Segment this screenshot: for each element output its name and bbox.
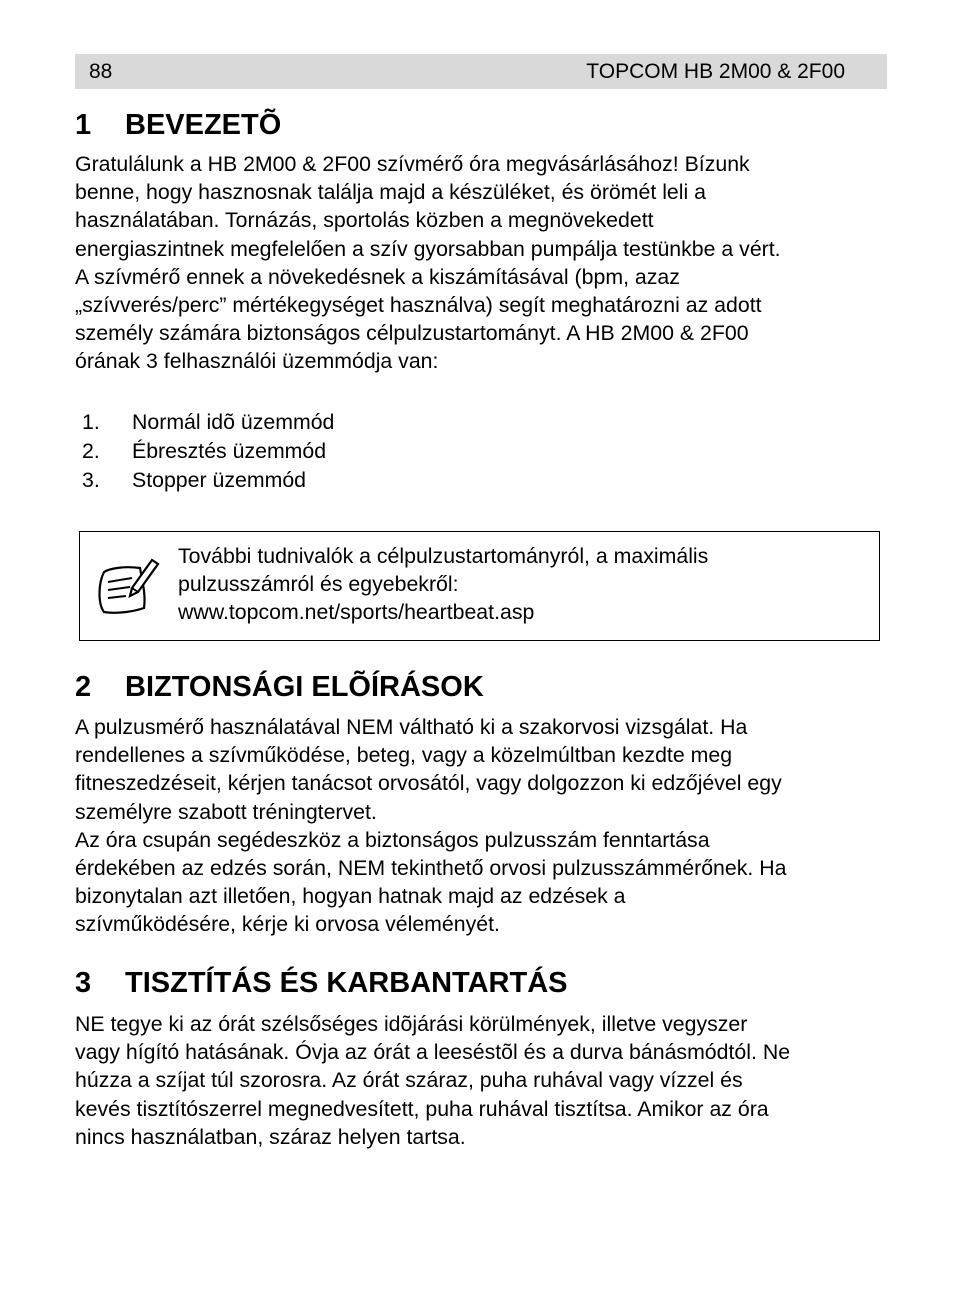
text-line: bizonytalan azt illetően, hogyan hatnak majd az edzések a <box>75 884 626 909</box>
note-pencil-icon <box>96 554 162 620</box>
list-text: Ébresztés üzemmód <box>132 439 327 463</box>
section-title: BIZTONSÁGI ELÕÍRÁSOK <box>125 671 484 703</box>
list-text: Stopper üzemmód <box>132 468 307 492</box>
text-line: További tudnivalók a célpulzustartományról, a maximális <box>178 544 709 568</box>
text-line: vagy hígító hatásának. Óvja az órát a leeséstõl és a durva bánásmódtól. Ne <box>75 1040 791 1065</box>
list-number: 1. <box>82 410 100 434</box>
list-item <box>82 466 334 495</box>
text-line: energiaszintnek megfelelően a szív gyorsabban pumpálja testünkbe a vért. <box>75 236 781 261</box>
info-note-box <box>79 531 880 641</box>
text-line: A szívmérő ennek a növekedésnek a kiszámításával (bpm, azaz <box>75 264 680 289</box>
text-line: benne, hogy hasznosnak találja majd a készüléket, és örömét leli a <box>75 180 706 205</box>
section-title: BEVEZETÕ <box>125 109 282 141</box>
section-2-paragraph <box>75 713 887 939</box>
note-link[interactable]: www.topcom.net/sports/heartbeat.asp <box>178 600 535 625</box>
section-3-paragraph <box>75 1010 887 1151</box>
document-title: TOPCOM HB 2M00 & 2F00 <box>586 60 845 83</box>
section-number: 3 <box>75 967 92 999</box>
text-line: órának 3 felhasználói üzemmódja van: <box>75 349 439 374</box>
page-number: 88 <box>89 60 113 83</box>
list-number: 2. <box>82 439 100 463</box>
text-line: „szívverés/perc” mértékegységet használva) segít meghatározni az adott <box>75 293 762 318</box>
text-line: fitneszedzéseit, kérjen tanácsot orvosától, vagy dolgozzon ki edzőjével egy <box>75 771 782 796</box>
text-line: Az óra csupán segédeszköz a biztonságos pulzusszám fenntartása <box>75 827 710 852</box>
text-line: szívműködésére, kérje ki orvosa véleményét. <box>75 912 500 937</box>
section-1-heading <box>75 108 281 142</box>
text-line: érdekében az edzés során, NEM tekinthető orvosi pulzusszámmérőnek. Ha <box>75 856 787 881</box>
list-item <box>82 408 334 437</box>
section-title: TISZTÍTÁS ÉS KARBANTARTÁS <box>125 967 568 999</box>
section-number: 2 <box>75 671 92 703</box>
list-item <box>82 437 334 466</box>
text-line: A pulzusmérő használatával NEM váltható ki a szakorvosi vizsgálat. Ha <box>75 715 748 739</box>
mode-list <box>82 408 334 495</box>
page-header <box>75 54 887 89</box>
text-line: kevés tisztítószerrel megnedvesített, puha ruhával tisztítsa. Amikor az óra <box>75 1096 769 1121</box>
text-line: húzza a szíjat túl szorosra. Az órát száraz, puha ruhával vagy vízzel és <box>75 1068 743 1093</box>
text-line: személyre szabott tréningtervet. <box>75 799 377 824</box>
section-2-heading <box>75 670 484 704</box>
text-line: személy számára biztonságos célpulzustartományt. A HB 2M00 & 2F00 <box>75 321 749 346</box>
section-1-paragraph <box>75 150 887 376</box>
section-number: 1 <box>75 109 92 141</box>
list-number: 3. <box>82 468 100 492</box>
list-text: Normál idõ üzemmód <box>132 410 335 434</box>
text-line: NE tegye ki az órát szélsőséges idõjárási körülmények, illetve vegyszer <box>75 1012 748 1036</box>
text-line: használatában. Tornázás, sportolás közben a megnövekedett <box>75 208 654 233</box>
text-line: Gratulálunk a HB 2M00 & 2F00 szívmérő óra megvásárlásához! Bízunk <box>75 152 750 176</box>
note-text <box>178 542 708 627</box>
text-line: nincs használatban, száraz helyen tartsa. <box>75 1124 466 1149</box>
text-line: rendellenes a szívműködése, beteg, vagy a közelmúltban kezdte meg <box>75 743 733 768</box>
section-3-heading <box>75 966 568 1000</box>
text-line: pulzusszámról és egyebekről: <box>178 572 459 597</box>
